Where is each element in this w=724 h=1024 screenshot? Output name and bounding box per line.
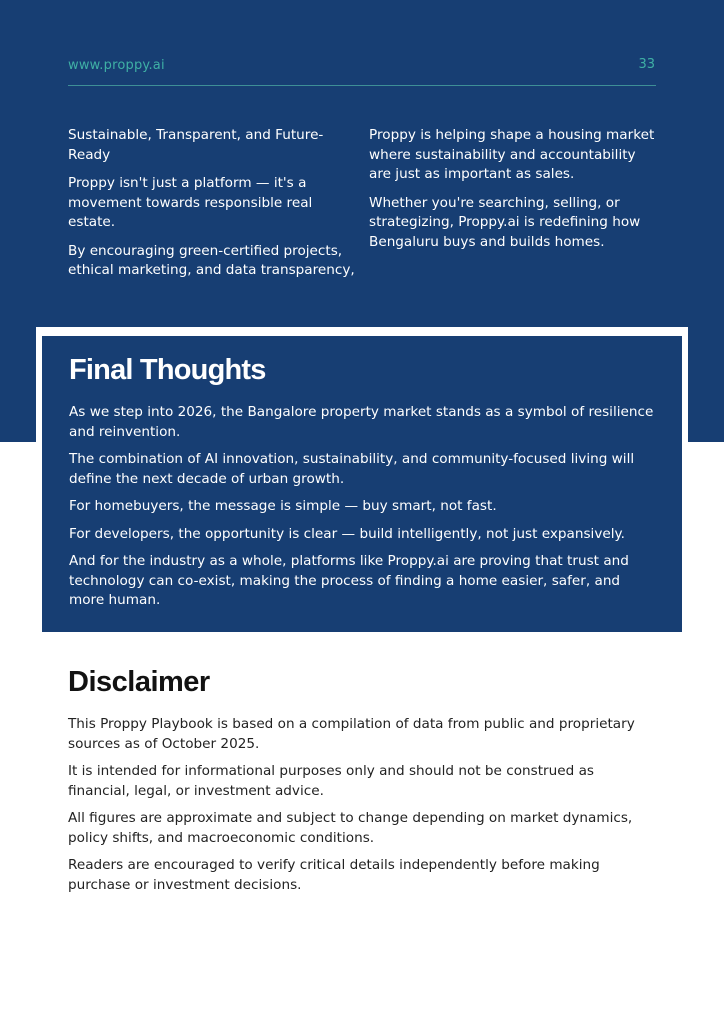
final-thoughts-paragraph: For homebuyers, the message is simple — buy smart, not fast. — [69, 498, 497, 514]
website-url[interactable]: www.proppy.ai — [68, 58, 165, 73]
header-divider — [68, 85, 656, 86]
disclaimer-body — [68, 715, 658, 903]
intro-right-column — [369, 126, 659, 261]
intro-paragraph: Proppy isn't just a platform — it's a movement towards responsible real estate. — [68, 175, 313, 230]
intro-paragraph: Proppy is helping shape a housing market where sustainability and accountability are just as important as sales. — [369, 127, 655, 182]
intro-heading: Sustainable, Transparent, and Future-Ready — [68, 127, 324, 163]
disclaimer-paragraph: All figures are approximate and subject to change depending on market dynamics, policy shifts, and macroeconomic conditions. — [68, 810, 633, 846]
disclaimer-paragraph: It is intended for informational purposes only and should not be construed as financial, legal, or investment advice. — [68, 763, 594, 799]
intro-left-column — [68, 126, 360, 290]
final-thoughts-body — [69, 403, 657, 619]
page-number: 33 — [638, 57, 655, 72]
disclaimer-paragraph: Readers are encouraged to verify critical details independently before making purchase or investment decisions. — [68, 857, 600, 893]
intro-paragraph: By encouraging green-certified projects, ethical marketing, and data transparency, — [68, 242, 355, 278]
final-thoughts-paragraph: The combination of AI innovation, sustainability, and community-focused living will define the next decade of urban growth. — [69, 451, 635, 487]
intro-paragraph: Whether you're searching, selling, or strategizing, Proppy.ai is redefining how Bengaluru buys and builds homes. — [369, 194, 641, 250]
final-thoughts-panel — [42, 336, 682, 632]
final-thoughts-title: Final Thoughts — [69, 354, 266, 386]
disclaimer-title: Disclaimer — [68, 666, 210, 698]
final-thoughts-paragraph: As we step into 2026, the Bangalore property market stands as a symbol of resilience and reinvention. — [69, 404, 654, 440]
disclaimer-paragraph: This Proppy Playbook is based on a compilation of data from public and proprietary sources as of October 2025. — [68, 716, 635, 752]
final-thoughts-paragraph: For developers, the opportunity is clear — build intelligently, not just expansively. — [69, 525, 625, 542]
final-thoughts-paragraph: And for the industry as a whole, platforms like Proppy.ai are proving that trust and technology can co-exist, making the process of finding a home easier, safer, and more human. — [69, 553, 629, 608]
